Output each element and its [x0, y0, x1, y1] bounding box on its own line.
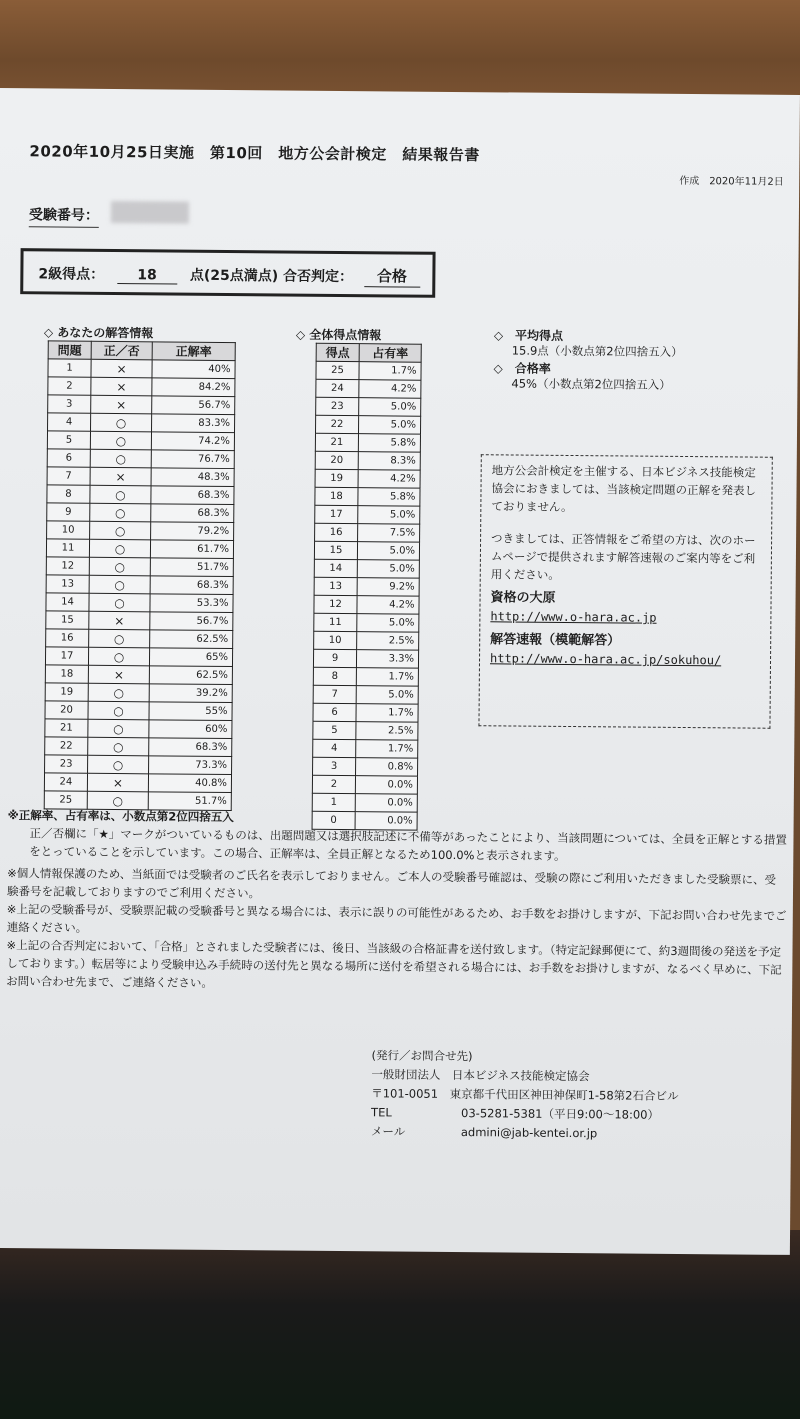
share-value-cell: 7.5% [358, 524, 420, 543]
answer-row [46, 593, 233, 613]
notice-heading-sokuhou: 解答速報（模範解答） [490, 632, 621, 649]
correct-rate: 68.3% [149, 738, 232, 757]
answer-row [48, 359, 235, 379]
correct-mark: ○ [88, 719, 149, 738]
answer-row [48, 377, 235, 397]
correct-mark: ○ [90, 485, 151, 504]
correct-mark: ○ [90, 503, 151, 522]
share-value-cell: 5.0% [356, 686, 418, 705]
overall-row [314, 613, 419, 632]
report-title: 2020年10月25日実施 第10回 地方公会計検定 結果報告書 [29, 142, 480, 165]
overall-row [314, 541, 419, 560]
notice-paragraph-1: 地方公会計検定を主催する、日本ビジネス技能検定協会におきましては、当該検定問題の正解を発表しておりません。 [491, 463, 757, 515]
correct-mark: × [88, 665, 149, 684]
correct-rate: 60% [149, 720, 232, 739]
correct-rate: 55% [149, 702, 232, 721]
score-value-cell: 16 [315, 523, 358, 541]
overall-info-table [312, 343, 422, 831]
score-value-cell: 9 [313, 649, 356, 667]
score-value-cell: 21 [315, 433, 358, 451]
correct-mark: × [89, 611, 150, 630]
score-value-cell: 1 [312, 793, 355, 811]
share-value-cell: 0.0% [355, 812, 417, 831]
note-certificate: ※上記の合否判定において、「合格」とされました受験者には、後日、当該級の合格証書を送付致します。（特定記録郵便にて、約3週間後の発送を予定しております。）転居等により受験申込み手続時の送付先と異なる場所に送付を希望される場合には、お手数をお掛けしますが、なるべく早めに、下記お問い合わせ先まで、ご連絡ください。 [6, 938, 782, 990]
answer-row [46, 629, 233, 649]
score-value-cell: 14 [314, 559, 357, 577]
question-number: 8 [47, 485, 90, 503]
share-value-cell: 5.0% [357, 614, 419, 633]
mail-value: admini@jab-kentei.or.jp [460, 1125, 598, 1141]
question-number: 16 [46, 629, 89, 647]
answer-row [45, 755, 232, 775]
question-number: 24 [44, 773, 87, 791]
overall-row [315, 505, 420, 524]
overall-row [313, 757, 418, 776]
question-number: 7 [47, 467, 90, 485]
answer-row [46, 575, 233, 595]
score-value-cell: 23 [316, 397, 359, 415]
answer-row [44, 773, 231, 793]
correct-mark: × [91, 395, 152, 414]
overall-row [314, 595, 419, 614]
exam-number-redacted [111, 201, 189, 224]
question-number: 21 [45, 719, 88, 737]
overall-row [314, 577, 419, 596]
correct-mark: ○ [87, 791, 148, 810]
correct-mark: × [87, 773, 148, 792]
score-value-cell: 25 [316, 361, 359, 379]
overall-row [315, 415, 420, 434]
correct-rate: 40% [152, 360, 235, 379]
share-value-cell: 5.0% [357, 542, 419, 561]
answer-row [45, 719, 232, 739]
correct-rate: 53.3% [150, 594, 233, 613]
correct-rate: 83.3% [152, 414, 235, 433]
question-number: 23 [45, 755, 88, 773]
share-value-cell: 2.5% [357, 632, 419, 651]
judgment-label: 合否判定： [282, 268, 354, 286]
overall-row [315, 469, 420, 488]
share-value-cell: 9.2% [357, 578, 419, 597]
contact-footer [371, 1046, 679, 1144]
share-value-cell: 0.0% [355, 794, 417, 813]
answer-row [46, 611, 233, 631]
correct-rate: 62.5% [150, 630, 233, 649]
question-number: 11 [46, 539, 89, 557]
score-value-cell: 19 [315, 469, 358, 487]
answer-row [47, 521, 234, 541]
question-number: 17 [45, 647, 88, 665]
score-value-cell: 18 [315, 487, 358, 505]
question-number: 5 [47, 431, 90, 449]
question-number: 12 [46, 557, 89, 575]
correct-mark: ○ [89, 593, 150, 612]
correct-mark: ○ [88, 683, 149, 702]
answer-notice-box [478, 454, 772, 729]
correct-rate: 68.3% [151, 504, 234, 523]
share-value-cell: 5.8% [358, 488, 420, 507]
answer-row [47, 431, 234, 451]
note-exam-number: ※上記の受験番号が、受験票記載の受験番号と異なる場合には、表示に誤りの可能性があるため、お手数をお掛けしますが、下記お問い合わせ先までご連絡ください。 [6, 902, 787, 935]
share-value-cell: 2.5% [356, 722, 418, 741]
tel-label: TEL [371, 1105, 392, 1120]
question-number: 22 [45, 737, 88, 755]
wood-table-top [0, 0, 800, 100]
question-number: 2 [48, 377, 91, 395]
overall-row [315, 451, 420, 470]
share-value-cell: 8.3% [358, 452, 420, 471]
footer-heading: (発行／お問合せ先) [371, 1048, 473, 1064]
floor-background [0, 1230, 800, 1419]
correct-rate: 48.3% [151, 468, 234, 487]
score-value-cell: 5 [313, 721, 356, 739]
correct-mark: ○ [88, 701, 149, 720]
overall-row [316, 361, 421, 380]
score-value-cell: 17 [315, 505, 358, 523]
score-value-cell: 22 [315, 415, 358, 433]
overall-row [315, 487, 420, 506]
answer-row [47, 485, 234, 505]
score-value-cell: 7 [313, 685, 356, 703]
notes-section [6, 806, 788, 997]
answer-info-table [44, 340, 236, 811]
correct-rate: 40.8% [148, 774, 231, 793]
score-line [38, 262, 420, 287]
overall-row [314, 559, 419, 578]
correct-rate: 65% [149, 648, 232, 667]
correct-rate: 68.3% [150, 576, 233, 595]
share-value-cell: 1.7% [356, 740, 418, 759]
overall-info-heading: ◇ 全体得点情報 [295, 327, 382, 343]
correct-mark: ○ [88, 737, 149, 756]
sokuhou-link[interactable]: http://www.o-hara.ac.jp/sokuhou/ [489, 651, 722, 668]
answer-row [46, 557, 233, 577]
question-number: 4 [48, 413, 91, 431]
correct-rate: 84.2% [152, 378, 235, 397]
exam-number-label: 受験番号： [29, 204, 99, 228]
answer-row [45, 665, 232, 685]
correct-mark: ○ [91, 413, 152, 432]
question-number: 6 [47, 449, 90, 467]
correct-mark: ○ [88, 647, 149, 666]
result-report-sheet [0, 88, 800, 1255]
correct-rate: 62.5% [149, 666, 232, 685]
correct-mark: ○ [90, 431, 151, 450]
correct-mark: ○ [89, 629, 150, 648]
share-value-cell: 3.3% [356, 650, 418, 669]
tel-value: 03-5281-5381（平日9:00～18:00） [461, 1106, 660, 1122]
question-number: 9 [47, 503, 90, 521]
share-value-cell: 5.0% [358, 506, 420, 525]
correct-mark: ○ [89, 539, 150, 558]
share-value-cell: 1.7% [356, 704, 418, 723]
correct-mark: × [91, 359, 152, 378]
overall-row [313, 667, 418, 686]
overall-row [313, 739, 418, 758]
overall-row [312, 775, 417, 794]
correct-mark: × [91, 377, 152, 396]
col-question: 問題 [48, 341, 91, 359]
score-max: 点(25点満点) [189, 267, 279, 285]
avg-score-heading: ◇ 平均得点 [493, 328, 564, 343]
correct-rate: 39.2% [149, 684, 232, 703]
question-number: 18 [45, 665, 88, 683]
score-value-cell: 2 [312, 775, 355, 793]
question-number: 14 [46, 593, 89, 611]
overall-row [316, 397, 421, 416]
correct-mark: × [90, 467, 151, 486]
col-score: 得点 [316, 343, 359, 361]
overall-row [314, 631, 419, 650]
score-value-cell: 15 [314, 541, 357, 559]
question-number: 15 [46, 611, 89, 629]
question-number: 3 [48, 395, 91, 413]
score-value-cell: 11 [314, 613, 357, 631]
score-value-cell: 0 [312, 811, 355, 829]
share-value-cell: 4.2% [359, 380, 421, 399]
question-number: 20 [45, 701, 88, 719]
overall-row [313, 685, 418, 704]
share-value-cell: 0.0% [355, 776, 417, 795]
correct-mark: ○ [90, 521, 151, 540]
overall-row [315, 433, 420, 452]
question-number: 13 [46, 575, 89, 593]
question-number: 10 [47, 521, 90, 539]
correct-rate: 56.7% [150, 612, 233, 631]
grade-label: 2級得点： [38, 266, 105, 283]
answer-info-heading: ◇ あなたの解答情報 [43, 325, 154, 341]
note-star-mark: 正／否欄に「★」マークがついているものは、出題問題又は選択肢記述に不備等があったことにより、当該問題については、全員を正解とする措置をとっていることを示しています。この場合、正解率は、全員正解となるため100.0%と表示されます。 [29, 826, 787, 863]
correct-rate: 56.7% [152, 396, 235, 415]
score-value-cell: 6 [313, 703, 356, 721]
answer-row [47, 449, 234, 469]
score-value-cell: 8 [313, 667, 356, 685]
overall-row [313, 721, 418, 740]
col-share: 占有率 [359, 344, 421, 363]
overall-row [313, 703, 418, 722]
answer-row [45, 647, 232, 667]
score-value-cell: 4 [313, 739, 356, 757]
correct-mark: ○ [88, 755, 149, 774]
share-value-cell: 1.7% [356, 668, 418, 687]
correct-rate: 73.3% [149, 756, 232, 775]
notice-heading-ohara: 資格の大原 [490, 590, 556, 606]
share-value-cell: 5.0% [358, 416, 420, 435]
correct-rate: 51.7% [150, 558, 233, 577]
share-value-cell: 4.2% [358, 470, 420, 489]
correct-rate: 74.2% [151, 432, 234, 451]
share-value-cell: 5.0% [357, 560, 419, 579]
answer-row [47, 467, 234, 487]
correct-mark: ○ [89, 557, 150, 576]
score-value: 18 [117, 267, 177, 285]
score-value-cell: 10 [314, 631, 357, 649]
correct-rate: 61.7% [150, 540, 233, 559]
share-value-cell: 5.8% [358, 434, 420, 453]
answer-row [46, 539, 233, 559]
score-value-cell: 24 [316, 379, 359, 397]
answer-row [47, 503, 234, 523]
footer-org: 一般財団法人 日本ビジネス技能検定協会 [371, 1067, 590, 1084]
question-number: 25 [44, 791, 87, 809]
ohara-link[interactable]: http://www.o-hara.ac.jp [490, 609, 657, 625]
answer-row [48, 395, 235, 415]
score-value-cell: 3 [313, 757, 356, 775]
question-number: 19 [45, 683, 88, 701]
notice-paragraph-2: つきましては、正答情報をご希望の方は、次のホームページで提供されます解答速報のご案内等をご利用ください。 [490, 531, 756, 582]
answer-row [45, 683, 232, 703]
pass-rate-heading: ◇ 合格率 [493, 361, 551, 376]
overall-row [313, 649, 418, 668]
overall-row [316, 379, 421, 398]
correct-rate: 79.2% [151, 522, 234, 541]
correct-rate: 76.7% [151, 450, 234, 469]
correct-rate: 51.7% [148, 792, 231, 811]
share-value-cell: 4.2% [357, 596, 419, 615]
footer-address: 〒101-0051 東京都千代田区神田神保町1-58第2石合ビル [371, 1086, 679, 1103]
score-value-cell: 13 [314, 577, 357, 595]
correct-mark: ○ [89, 575, 150, 594]
note-privacy: ※個人情報保護のため、当紙面では受験者のご氏名を表示しておりません。ご本人の受験番号確認は、受験の際にご利用いただきました受験票に、受験番号を記載しておりますのでご利用ください。 [6, 866, 777, 901]
share-value-cell: 1.7% [359, 362, 421, 381]
col-correct-rate: 正解率 [152, 342, 235, 361]
overall-row [315, 523, 420, 542]
score-value-cell: 20 [315, 451, 358, 469]
question-number: 1 [48, 359, 91, 377]
answer-row [45, 701, 232, 721]
avg-score-value: 15.9点（小数点第2位四捨五入） [511, 343, 683, 359]
mail-label: メール [370, 1124, 406, 1139]
judgment-value: 合格 [364, 265, 420, 287]
pass-rate-value: 45%（小数点第2位四捨五入） [511, 376, 671, 392]
answer-row [48, 413, 235, 433]
note-rounding: ※正解率、占有率は、小数点第2位四捨五入 [7, 808, 234, 825]
correct-mark: ○ [90, 449, 151, 468]
col-correct: 正／否 [91, 341, 152, 360]
share-value-cell: 0.8% [356, 758, 418, 777]
answer-row [45, 737, 232, 757]
share-value-cell: 5.0% [359, 398, 421, 417]
correct-rate: 68.3% [151, 486, 234, 505]
score-value-cell: 12 [314, 595, 357, 613]
created-date: 作成 2020年11月2日 [679, 175, 784, 188]
footer-mail-row [371, 1122, 678, 1144]
